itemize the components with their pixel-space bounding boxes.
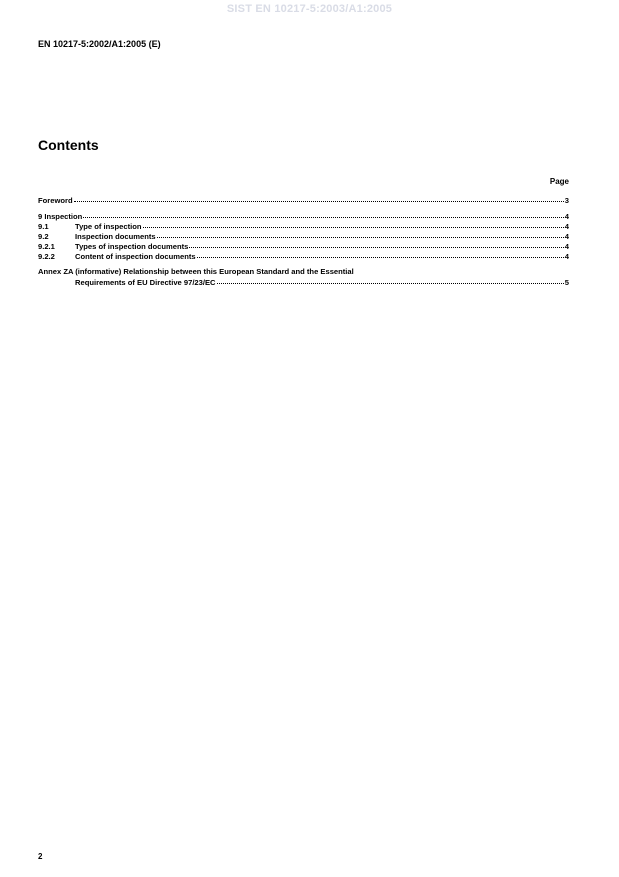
toc-entry-title: Types of inspection documents xyxy=(75,242,189,251)
toc-entry-title: Foreword xyxy=(38,196,73,205)
toc-entry-title: 9 Inspection xyxy=(38,212,83,221)
toc-leader-dots xyxy=(217,276,564,284)
toc-entry-page: 4 xyxy=(564,222,569,231)
toc-entry-title: Content of inspection documents xyxy=(75,252,196,261)
toc-leader-dots xyxy=(83,210,563,218)
toc-entry-page: 3 xyxy=(564,196,569,205)
toc-entry-content-of-inspection-documents[interactable] xyxy=(38,251,569,261)
toc-entry-page: 4 xyxy=(564,252,569,261)
toc-entry-page: 5 xyxy=(564,278,569,287)
table-of-contents xyxy=(38,195,569,287)
toc-entry-title: Requirements of EU Directive 97/23/EC xyxy=(75,278,216,287)
toc-entry-annex-za-title[interactable]: Annex ZA (informative) Relationship between this European Standard and the Essential xyxy=(38,267,354,276)
watermark: SIST EN 10217-5:2003/A1:2005 xyxy=(226,3,393,15)
toc-entry-title: Inspection documents xyxy=(75,232,156,241)
document-id-header: EN 10217-5:2002/A1:2005 (E) xyxy=(38,39,161,49)
toc-entry-page: 4 xyxy=(564,212,569,221)
page-column-heading: Page xyxy=(549,177,569,186)
toc-entry-number: 9.2.1 xyxy=(38,242,55,251)
toc-entry-foreword[interactable] xyxy=(38,195,569,205)
page-number: 2 xyxy=(38,852,43,861)
toc-entry-page: 4 xyxy=(564,242,569,251)
contents-title: Contents xyxy=(38,137,99,153)
toc-entry-title: Type of inspection xyxy=(75,222,142,231)
toc-leader-dots xyxy=(74,194,564,202)
toc-leader-dots xyxy=(143,220,564,228)
toc-entry-annex-za[interactable] xyxy=(38,277,569,287)
toc-leader-dots xyxy=(189,240,563,248)
toc-leader-dots xyxy=(197,250,564,258)
toc-entry-number: 9.1 xyxy=(38,222,49,231)
toc-entry-page: 4 xyxy=(564,232,569,241)
toc-entry-number: 9.2 xyxy=(38,232,49,241)
toc-leader-dots xyxy=(157,230,564,238)
toc-entry-number: 9.2.2 xyxy=(38,252,55,261)
